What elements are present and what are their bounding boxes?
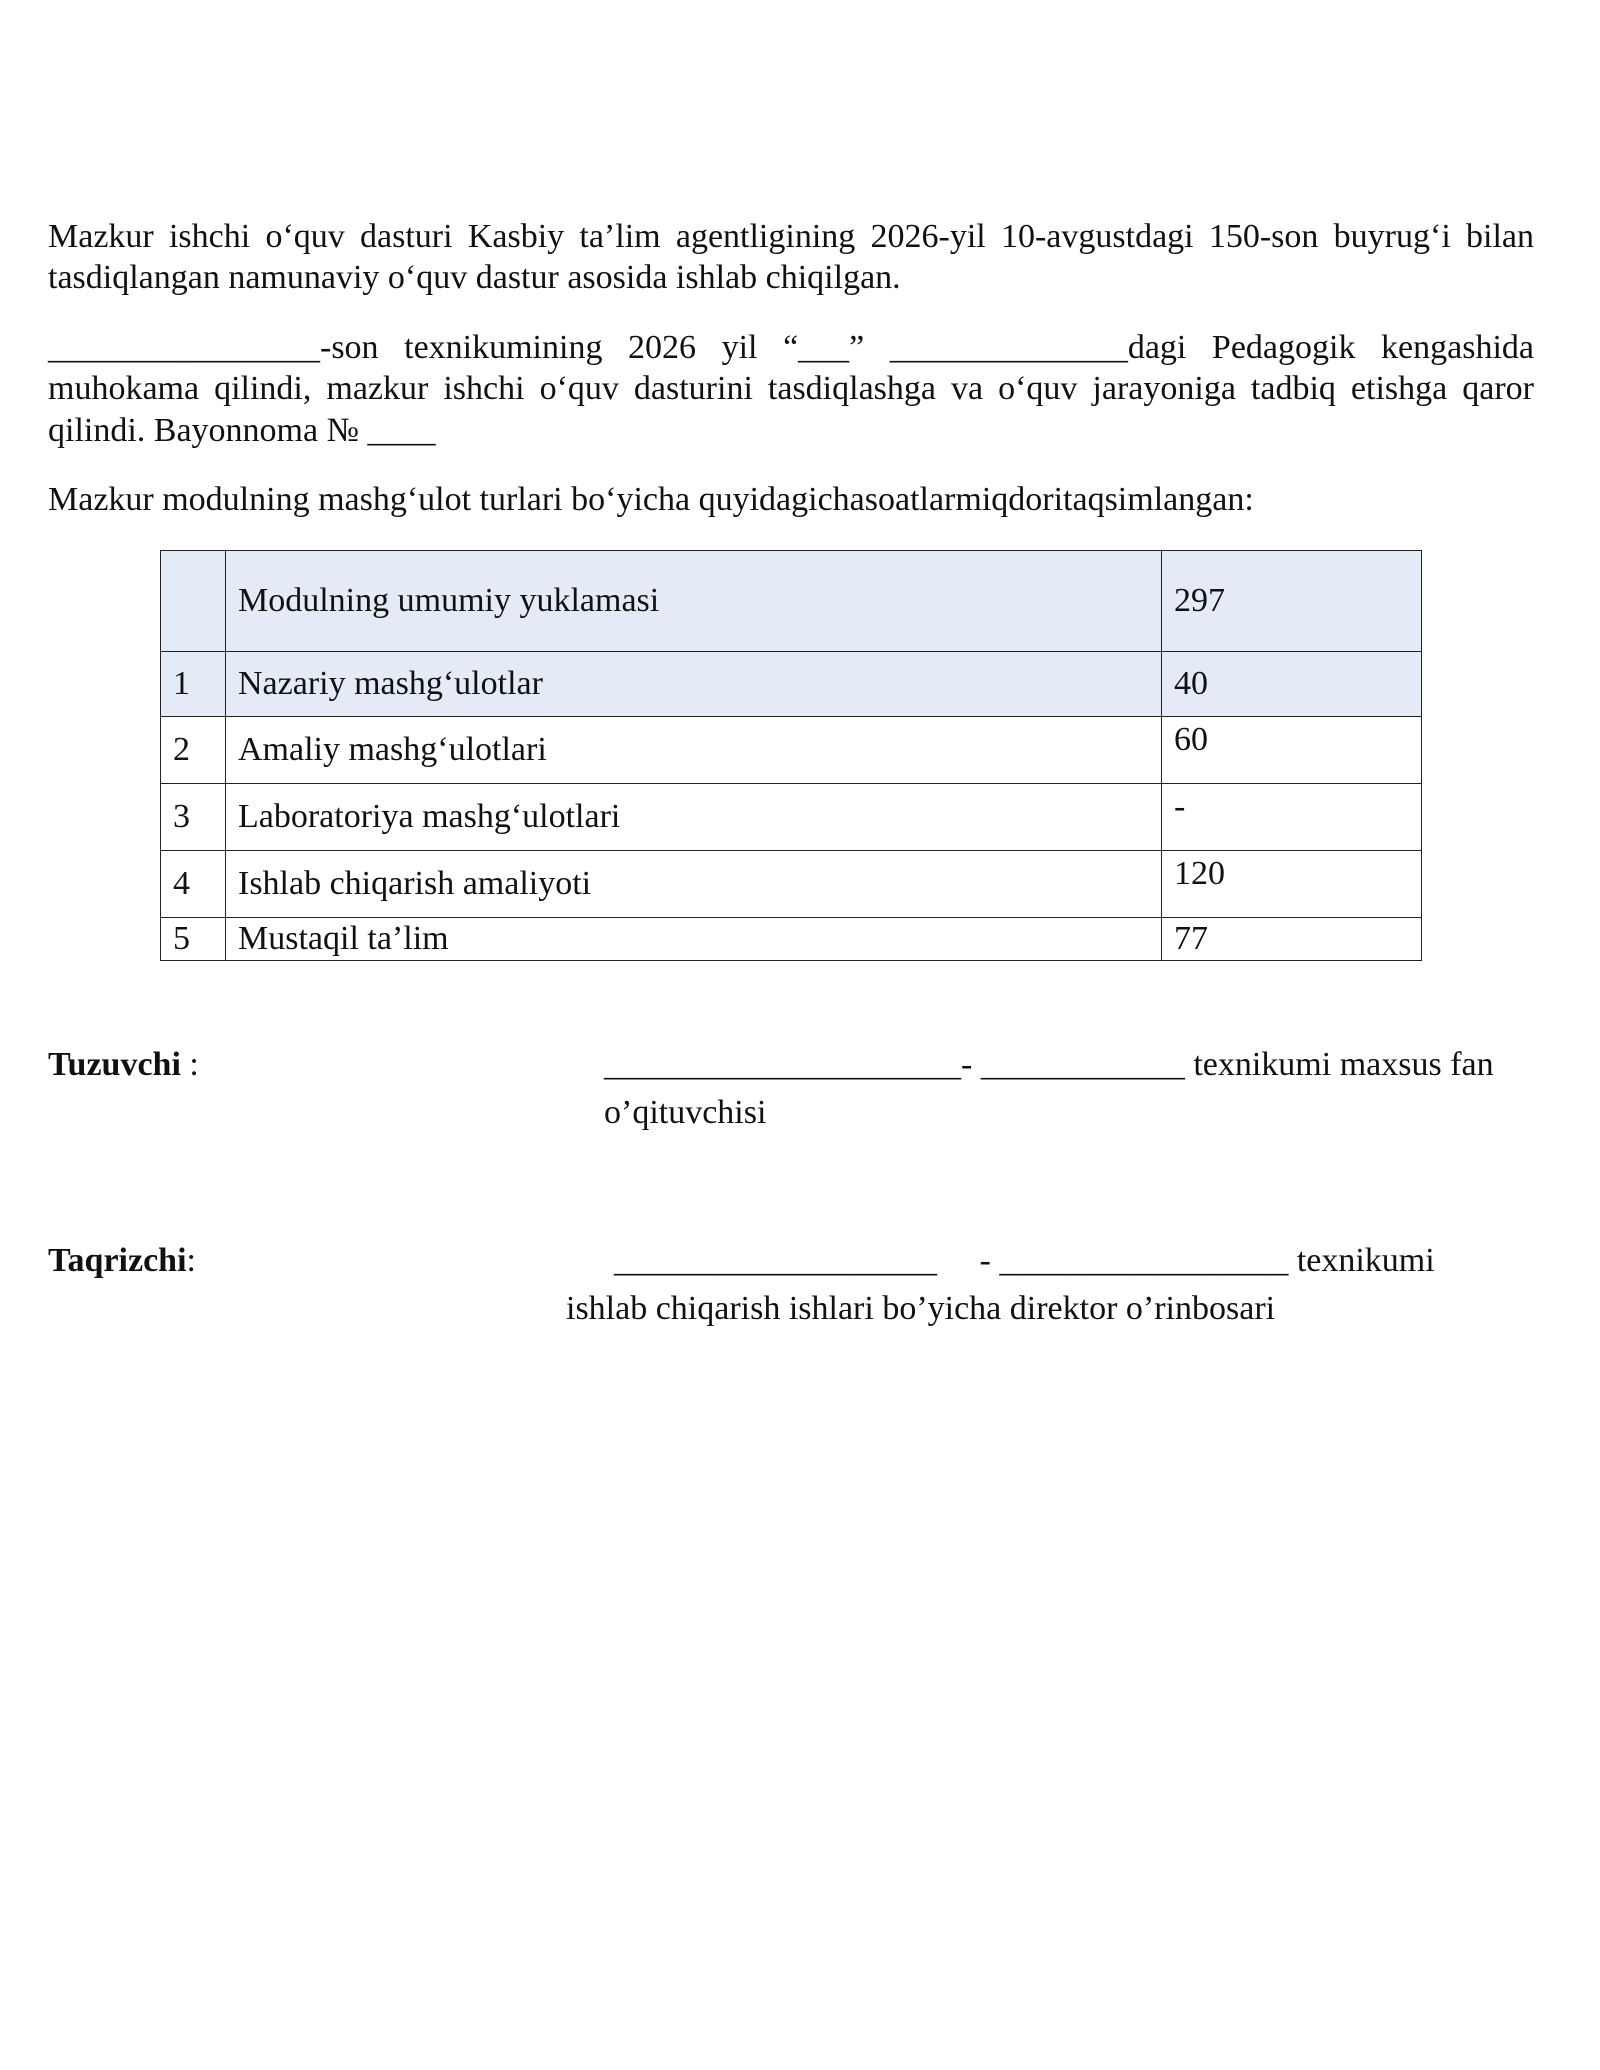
row-value: 60 <box>1162 717 1422 784</box>
row-number: 1 <box>161 652 226 717</box>
row-number: 5 <box>161 918 226 961</box>
row-number: 3 <box>161 784 226 851</box>
table-row <box>161 717 1422 784</box>
reviewer-label: Taqrizchi <box>48 1242 187 1279</box>
table-row <box>161 851 1422 918</box>
row-label: Amaliy mashg‘ulotlari <box>226 717 1162 784</box>
council-paragraph: ________________-son texnikumining 2026 yil “___” ______________dagi Pedagogik kengashida muhokama qilindi, mazkur ishchi o‘quv dasturini tasdiqlashga va o‘quv jarayoniga tadbiq etishga qaror qilindi. Bayonnoma № ____ <box>48 328 1534 449</box>
table-row <box>161 918 1422 961</box>
row-number: 4 <box>161 851 226 918</box>
table-row <box>161 652 1422 717</box>
hours-table <box>160 550 1422 961</box>
reviewer-label-line <box>48 1240 196 1281</box>
row-value: 120 <box>1162 851 1422 918</box>
row-value: - <box>1162 784 1422 851</box>
author-label: Tuzuvchi <box>48 1046 181 1083</box>
distribution-paragraph: Mazkur modulning mashg‘ulot turlari bo‘yicha quyidagichasoatlarmiqdoritaqsimlangan: <box>48 481 1254 519</box>
table-row <box>161 784 1422 851</box>
row-label: Mustaqil ta’lim <box>226 918 1162 961</box>
author-label-line <box>48 1044 199 1085</box>
author-colon: : <box>180 1046 199 1083</box>
row-label: Modulning umumiy yuklamasi <box>226 551 1162 652</box>
row-label: Laboratoriya mashg‘ulotlari <box>226 784 1162 851</box>
row-value: 297 <box>1162 551 1422 652</box>
row-value: 40 <box>1162 652 1422 717</box>
reviewer-colon: : <box>186 1242 196 1279</box>
author-position: o’qituvchisi <box>604 1094 767 1131</box>
reviewer-position: ishlab chiqarish ishlari bo’yicha direktor o’rinbosari <box>566 1290 1276 1327</box>
reviewer-signature-line: ___________________ - _________________ texnikumi <box>614 1242 1435 1279</box>
intro-paragraph: Mazkur ishchi o‘quv dasturi Kasbiy ta’lim agentligining 2026-yil 10-avgustdagi 150-son buyrug‘i bilan tasdiqlangan namunaviy o‘quv dastur asosida ishlab chiqilgan. <box>48 218 1534 297</box>
author-signature-line: _____________________- ____________ texnikumi maxsus fan <box>604 1046 1494 1083</box>
table-row <box>161 551 1422 652</box>
row-value: 77 <box>1162 918 1422 961</box>
document-body <box>48 216 1534 541</box>
row-label: Nazariy mashg‘ulotlar <box>226 652 1162 717</box>
row-number <box>161 551 226 652</box>
row-label: Ishlab chiqarish amaliyoti <box>226 851 1162 918</box>
row-number: 2 <box>161 717 226 784</box>
